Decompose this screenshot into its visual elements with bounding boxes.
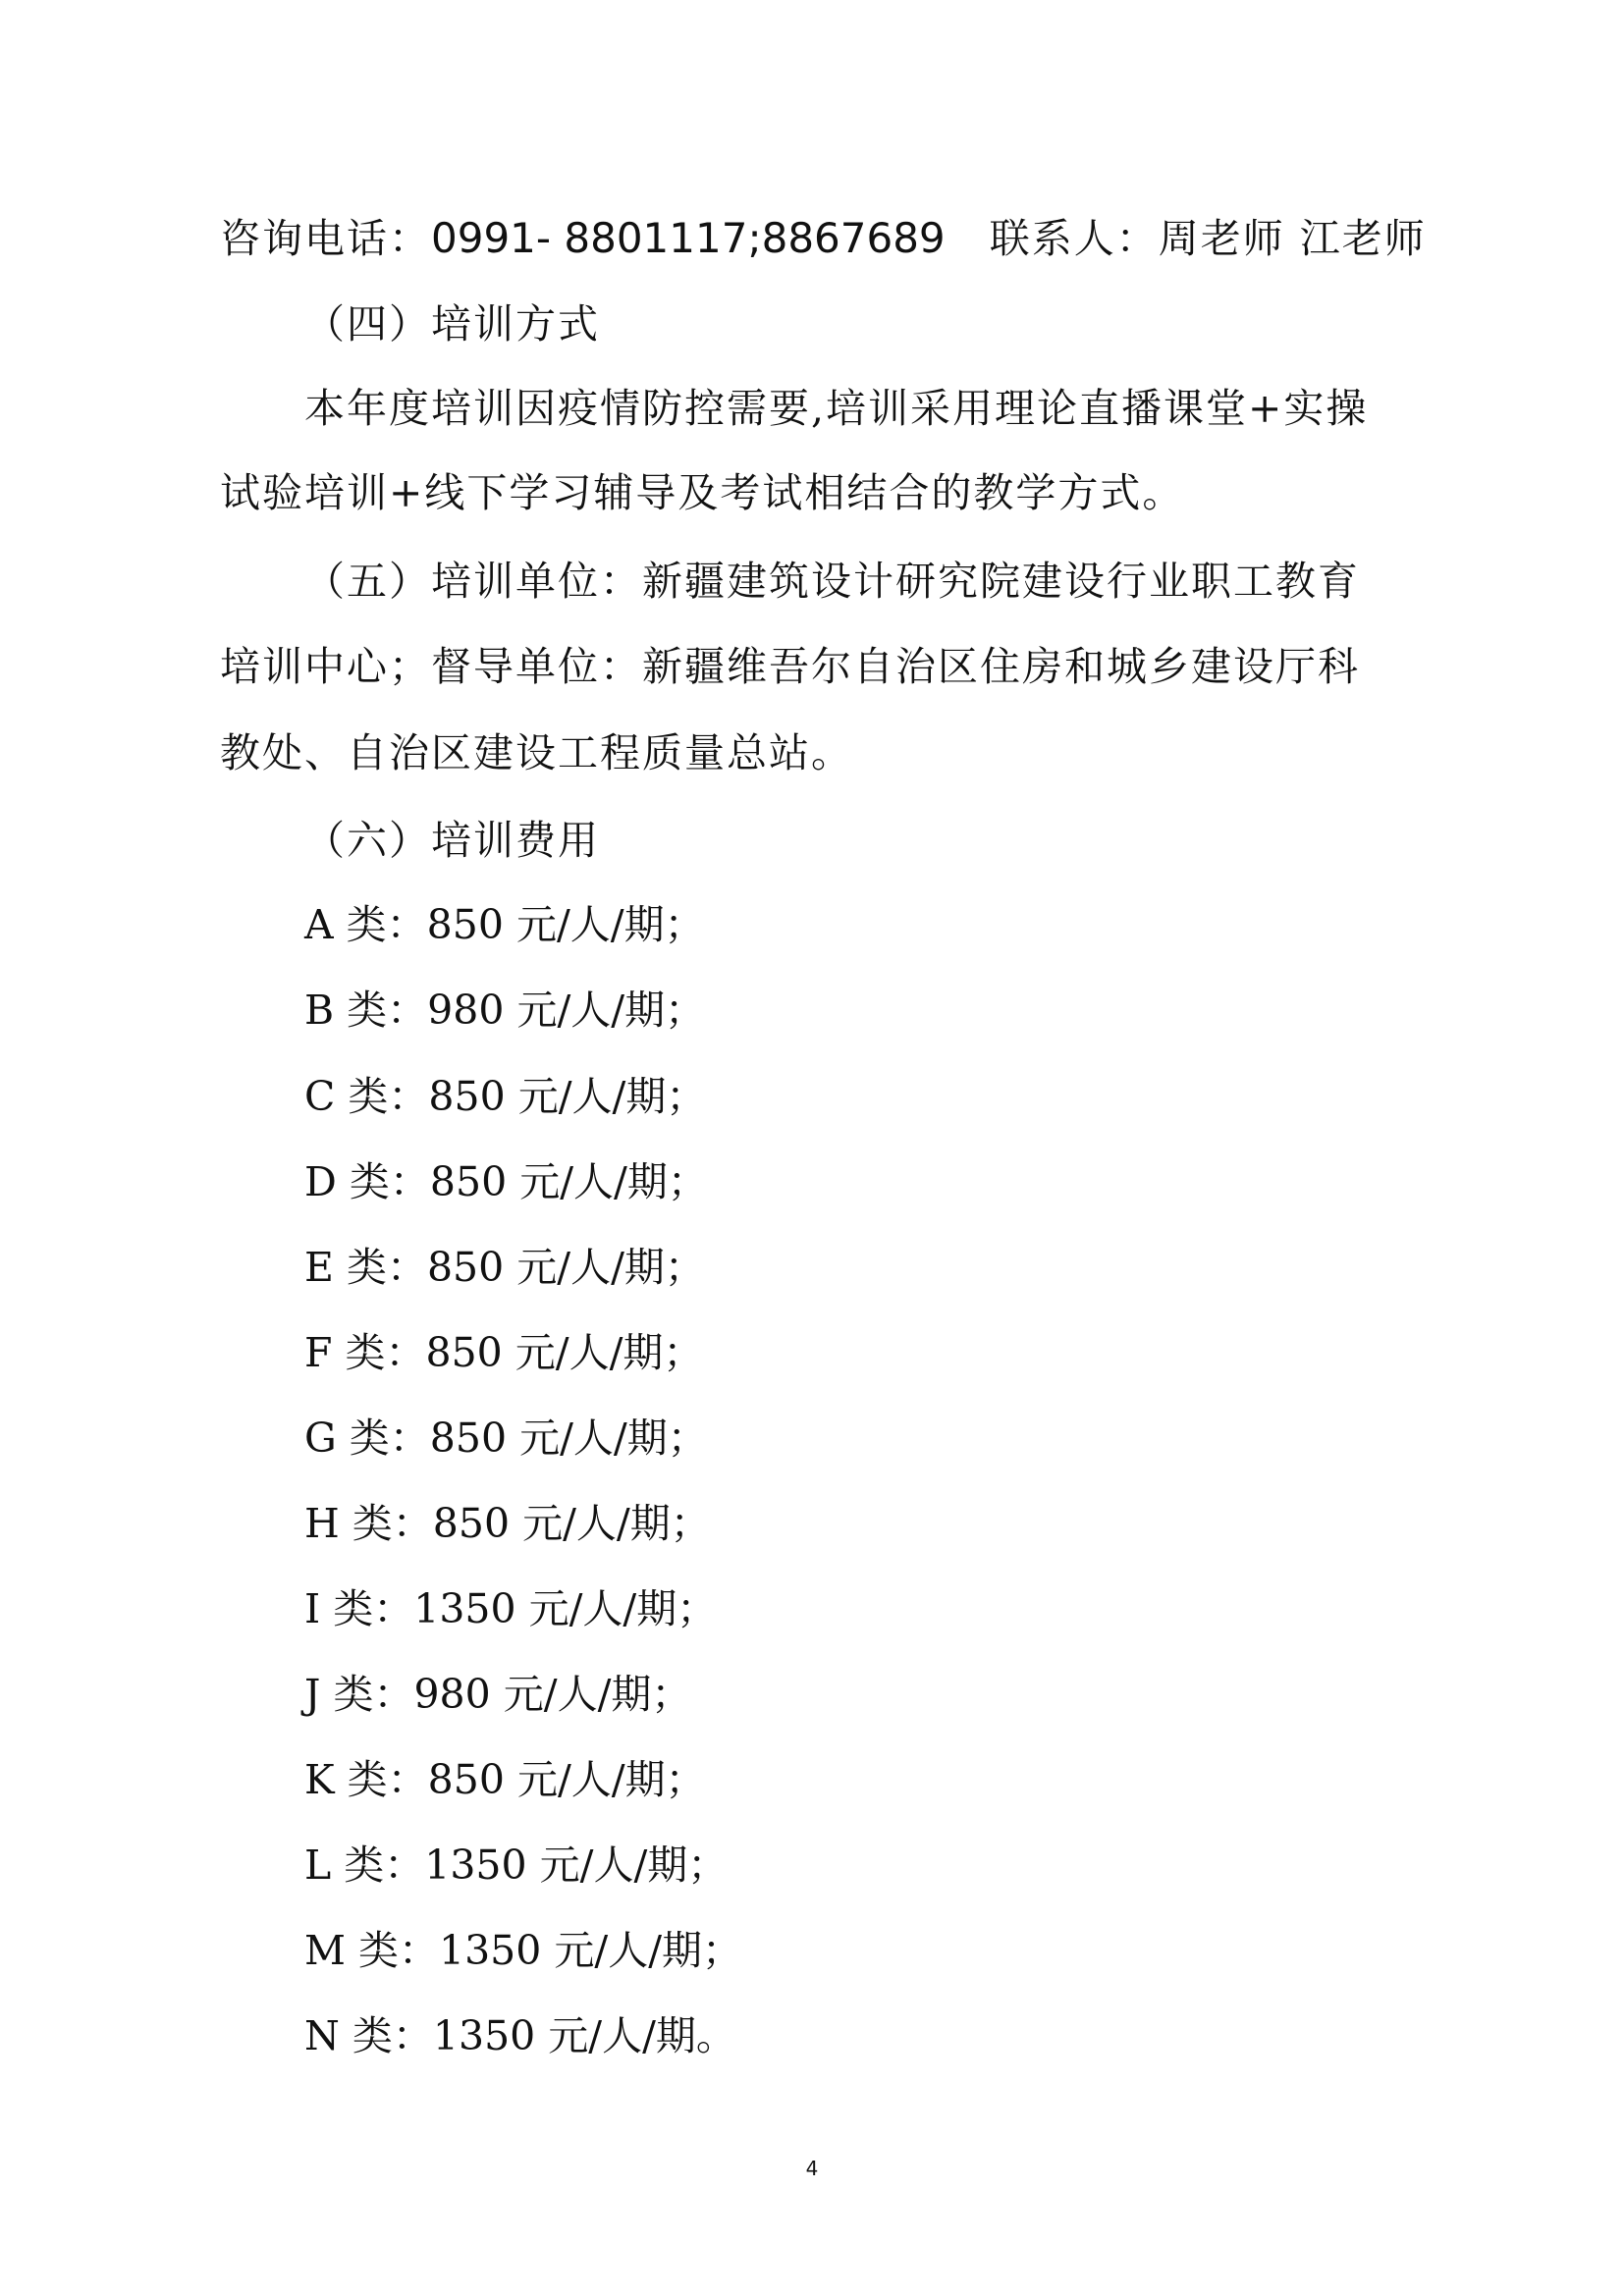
fee-item (304, 1921, 742, 1980)
fee-class: I 类： (304, 1585, 414, 1632)
fee-class: A 类： (304, 901, 427, 948)
fee-item (304, 981, 705, 1040)
fee-amount: 980 元/人/期； (413, 1671, 692, 1718)
fee-class: F 类： (304, 1329, 426, 1376)
fee-amount: 850 元/人/期； (427, 1756, 706, 1803)
fee-item (304, 1836, 728, 1895)
contact-persons: 周老师 江老师 (1158, 215, 1427, 262)
fee-amount: 850 元/人/期； (426, 1244, 705, 1291)
fee-item (304, 1494, 711, 1553)
fee-amount: 1350 元/人/期； (424, 1842, 729, 1889)
section-5-line-1: （五）培训单位：新疆建筑设计研究院建设行业职工教育 (304, 558, 1360, 605)
fee-amount: 1350 元/人/期； (413, 1585, 718, 1632)
fee-amount: 850 元/人/期； (426, 901, 705, 948)
fee-amount: 850 元/人/期； (425, 1329, 704, 1376)
fee-class: H 类： (304, 1500, 433, 1547)
contact-person-label: 联系人： (989, 215, 1159, 262)
section-4-paragraph-line-1: 本年度培训因疫情防控需要,培训采用理论直播课堂+实操 (304, 385, 1369, 432)
fee-amount: 1350 元/人/期； (439, 1927, 743, 1974)
contact-phone-label: 咨询电话： (220, 215, 431, 262)
fee-class: J 类： (304, 1671, 414, 1718)
fee-item (304, 1238, 705, 1297)
fee-item (304, 1750, 706, 1809)
fee-class: D 类： (304, 1158, 430, 1205)
fee-item (304, 1665, 691, 1724)
section-4-heading: （四）培训方式 (304, 300, 600, 347)
fee-amount: 850 元/人/期； (429, 1158, 708, 1205)
contact-phone-numbers: 0991- 8801117;8867689 (431, 214, 946, 262)
fee-class: E 类： (304, 1244, 427, 1291)
fee-item (304, 1579, 717, 1638)
section-4-paragraph-line-2: 试验培训+线下学习辅导及考试相结合的教学方式。 (220, 469, 1185, 516)
fee-class: G 类： (304, 1415, 430, 1462)
fee-amount: 980 元/人/期； (427, 987, 706, 1034)
fee-class: L 类： (304, 1842, 425, 1889)
fee-amount: 1350 元/人/期。 (432, 2012, 736, 2059)
fee-class: B 类： (304, 987, 428, 1034)
fee-item (304, 1152, 708, 1211)
fee-item (304, 895, 705, 954)
fee-amount: 850 元/人/期； (429, 1415, 708, 1462)
fee-item (304, 1067, 706, 1126)
contact-line (220, 209, 1427, 268)
section-6-heading: （六）培训费用 (304, 817, 600, 864)
page-number: 4 (805, 2157, 819, 2180)
fee-item (304, 1323, 703, 1382)
fee-amount: 850 元/人/期； (428, 1073, 707, 1120)
fee-class: C 类： (304, 1073, 429, 1120)
fee-class: K 类： (304, 1756, 428, 1803)
section-5-line-2: 培训中心；督导单位：新疆维吾尔自治区住房和城乡建设厅科 (220, 643, 1360, 690)
fee-class: M 类： (304, 1927, 440, 1974)
fee-class: N 类： (304, 2012, 433, 2059)
fee-item (304, 2006, 736, 2065)
section-5-line-3: 教处、自治区建设工程质量总站。 (220, 729, 853, 776)
fee-item (304, 1409, 708, 1468)
fee-amount: 850 元/人/期； (432, 1500, 711, 1547)
